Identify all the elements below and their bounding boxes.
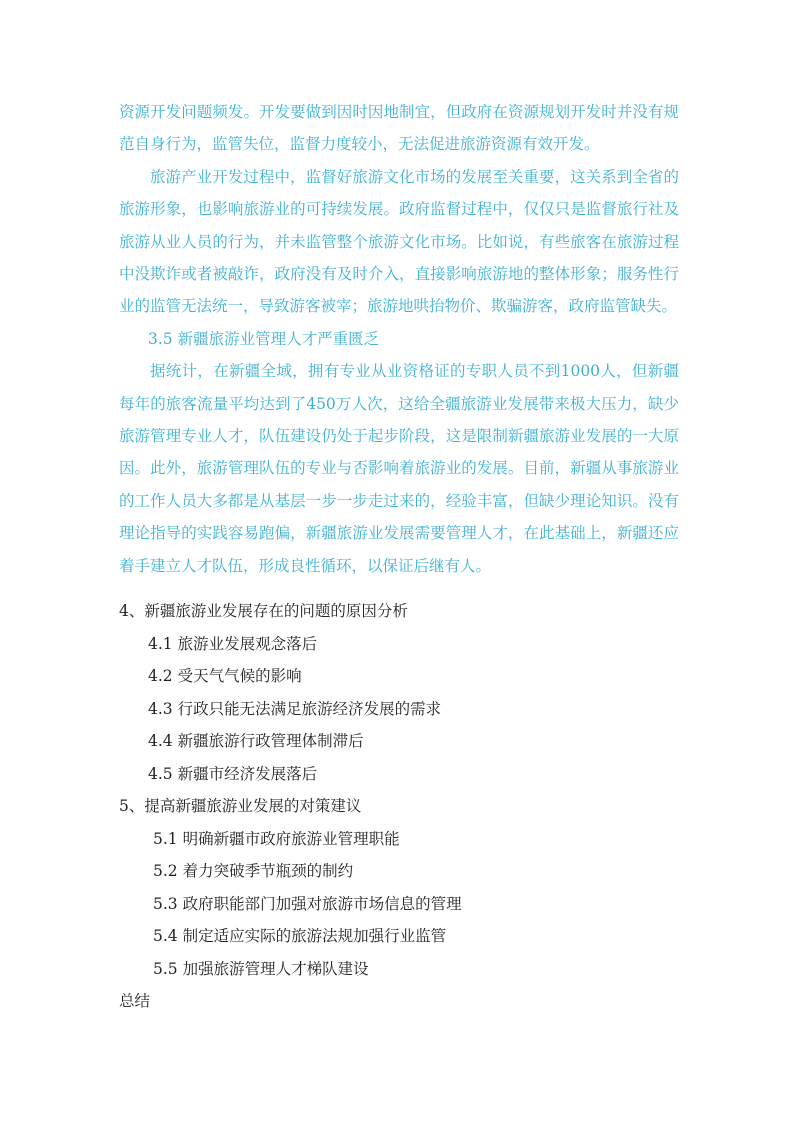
- paragraph-market-supervision: 旅游产业开发过程中，监督好旅游文化市场的发展至关重要，这关系到全省的旅游形象，也影响旅游业的可持续发展。政府监督过程中，仅仅只是监督旅行社及旅游从业人员的行为，并未监管整个旅游文化市场。比如说，有些旅客在旅游过程中没欺诈或者被敲诈，政府没有及时介入，直接影响旅游地的整体形象；服务性行业的监管无法统一，导致游客被宰；旅游地哄抬物价、欺骗游客，政府监管缺失。: [119, 167, 679, 316]
- section-heading-3-5: 3.5 新疆旅游业管理人才严重匮乏: [148, 329, 380, 348]
- outline-item-5-2: 5.2 着力突破季节瓶颈的制约: [153, 862, 354, 880]
- outline-item-4-4: 4.4 新疆旅游行政管理体制滞后: [148, 732, 364, 750]
- body-text-block: [119, 96, 679, 582]
- outline-item-4-1: 4.1 旅游业发展观念落后: [148, 634, 318, 653]
- outline-heading-summary: 总结: [119, 992, 151, 1010]
- outline-list: [119, 595, 679, 1018]
- outline-item-4-3: 4.3 行政只能无法满足旅游经济发展的需求: [148, 699, 442, 718]
- outline-heading-4: 4、新疆旅游业发展存在的问题的原因分析: [119, 602, 408, 620]
- outline-item-5-3: 5.3 政府职能部门加强对旅游市场信息的管理: [153, 894, 462, 913]
- outline-heading-5: 5、提高新疆旅游业发展的对策建议: [119, 797, 362, 815]
- outline-item-4-5: 4.5 新疆市经济发展落后: [148, 764, 318, 783]
- paragraph-talent-shortage: 据统计，在新疆全域，拥有专业从业资格证的专职人员不到1000人，但新疆每年的旅客流量平均达到了450万人次，这给全疆旅游业发展带来极大压力，缺少旅游管理专业人才，队伍建设仍处于起步阶段，这是限制新疆旅游业发展的一大原因。此外，旅游管理队伍的专业与否影响着旅游业的发展。目前，新疆从事旅游业的工作人员大多都是从基层一步一步走过来的，经验丰富，但缺少理论知识。没有理论指导的实践容易跑偏，新疆旅游业发展需要管理人才，在此基础上，新疆还应着手建立人才队伍，形成良性循环，以保证后继有人。: [119, 362, 679, 575]
- paragraph-resource-development: 资源开发问题频发。开发要做到因时因地制宜，但政府在资源规划开发时并没有规范自身行为，监管失位，监督力度较小，无法促进旅游资源有效开发。: [119, 103, 679, 154]
- outline-item-5-5: 5.5 加强旅游管理人才梯队建设: [153, 959, 369, 978]
- outline-item-5-4: 5.4 制定适应实际的旅游法规加强行业监管: [153, 927, 447, 945]
- outline-item-5-1: 5.1 明确新疆市政府旅游业管理职能: [153, 829, 400, 848]
- outline-item-4-2: 4.2 受天气气候的影响: [148, 667, 302, 685]
